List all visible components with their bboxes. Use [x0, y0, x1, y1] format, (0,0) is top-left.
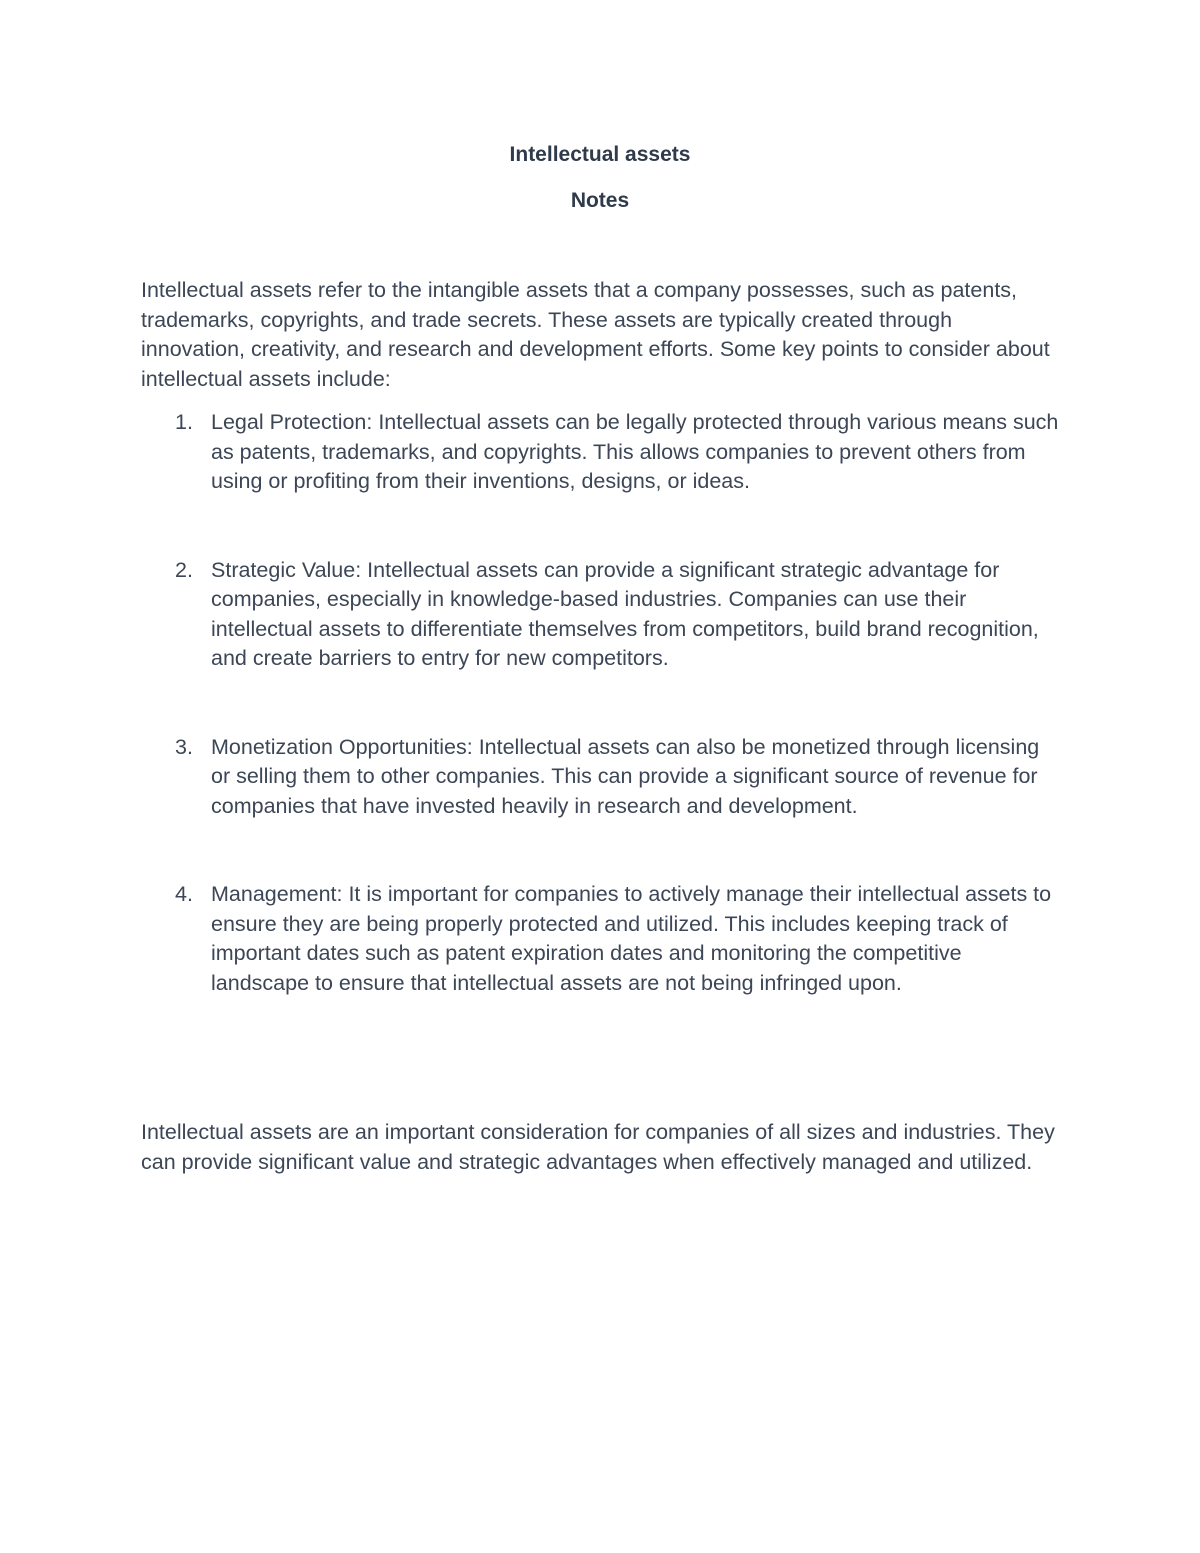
list-item-number: 4. [175, 882, 193, 906]
intro-paragraph: Intellectual assets refer to the intangible assets that a company possesses, such as patents, trademarks, copyrights, and trade secrets. These assets are typically created through innovation, creativity, and research and development efforts. Some key points to consider about intellectual assets include: [141, 278, 1050, 391]
list-item [141, 408, 1061, 497]
list-item [141, 733, 1061, 822]
list-item [141, 556, 1061, 674]
key-points-list [141, 408, 1061, 1057]
list-item-number: 1. [175, 410, 193, 434]
list-item-number: 3. [175, 734, 193, 759]
list-item-text: Strategic Value: Intellectual assets can provide a significant strategic advantage for companies, especially in knowledge-based industries. Companies can use their intellectual assets to differentiate themselves from competitors, build brand recognition, and create barriers to entry for new competitors. [211, 557, 1039, 670]
list-item-text: Monetization Opportunities: Intellectual assets can also be monetized through licensing or selling them to other companies. This can provide a significant source of revenue for companies that have invested heavily in research and development. [211, 734, 1040, 818]
document-title: Intellectual assets [509, 143, 691, 166]
list-item-text: Management: It is important for companies to actively manage their intellectual assets to ensure they are being properly protected and utilized. This includes keeping track of important dates such as patent expiration dates and monitoring the competitive landscape to ensure that intellectual assets are not being infringed upon. [211, 882, 1052, 995]
list-item-number: 2. [175, 557, 193, 582]
closing-paragraph: Intellectual assets are an important consideration for companies of all sizes and industries. They can provide significant value and strategic advantages when effectively managed and utilized. [141, 1120, 1055, 1174]
list-item-text: Legal Protection: Intellectual assets can be legally protected through various means such as patents, trademarks, and copyrights. This allows companies to prevent others from using or profiting from their inventions, designs, or ideas. [211, 410, 1059, 493]
document-subtitle: Notes [570, 189, 630, 212]
list-item [141, 880, 1061, 998]
